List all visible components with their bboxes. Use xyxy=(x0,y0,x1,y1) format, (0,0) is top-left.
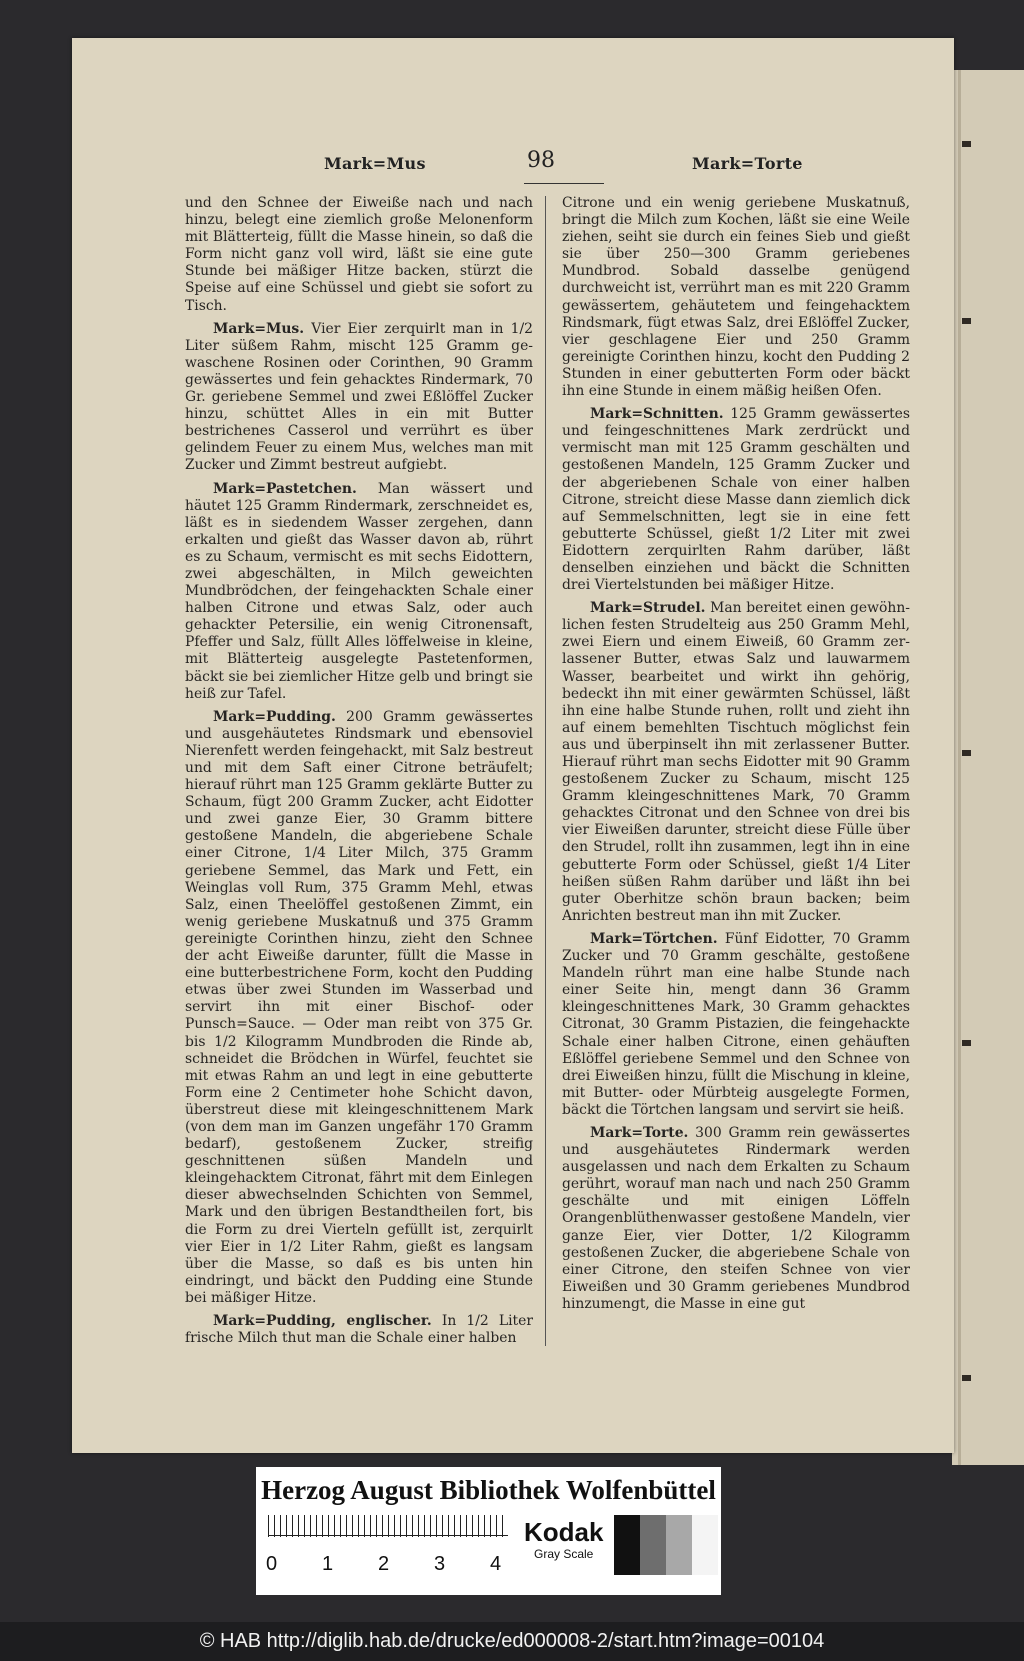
gray-swatch xyxy=(666,1515,692,1575)
entry-text: 200 Gramm gewässertes und ausgehäutetes Rindsmark und ebensoviel Nierenfett werden feingehackt, mit Salz bestreut und mit dem Saft einer Citrone beträufelt; hierauf rührt man 125 Gramm geklärte Butter zu Schaum, fügt 200 Gramm Zucker, acht Eidotter und zwei ganze Eier, 30 Gramm bittere gestoßene Mandeln, die abgeriebene Schale einer Citrone, 1/4 Liter Milch, 375 Gramm geriebene Semmel, das Mark und Fett, ein Weinglas voll Rum, 375 Gramm Mehl, etwas Salz, einen Theelöffel gestoßenen Zimmt, ein wenig geriebene Muskatnuß und 375 Gramm gereinigte Corinthen hinzu, zieht den Schnee der acht Eiweiße darunter, füllt die Masse in eine butterbestrichene Form, kocht den Pudding etwas über zwei Stunden im Wasserbad und servirt ihn mit einer Bischof- oder Punsch=Sauce. — Oder man reibt von 375 Gr. bis 1/2 Kilogramm Mundbroden die Rinde ab, schneidet die Brödchen in Würfel, feuchtet sie mit etwas Rahm an und legt in eine gebutterte Form eine 2 Centimeter hohe Schicht davon, überstreut diese mit kleingeschnittenem Mark (von dem man im Ganzen ungefähr 170 Gramm bedarf), gestoßenem Zucker, streifig geschnittenen süßen Mandeln und kleingehacktem Citronat, fährt mit dem Einlegen dieser abwechselnden Schichten von Semmel, Mark und den übrigen Bestandtheilen fort, bis die Form zu drei Vierteln gefüllt ist, zerquirlt vier Eier in 1/2 Liter Rahm, gießt es langsam über die Masse, so daß es bis unten hin eindringt, und bäckt den Pudding eine Stunde bei mäßiger Hitze. xyxy=(185,708,533,1306)
paragraph xyxy=(185,481,533,703)
entry-keyword: Mark=Strudel. xyxy=(590,600,706,617)
entry-text: Fünf Eidotter, 70 Gramm Zucker und 70 Gramm geschälte, gestoßene Mandeln rührt man eine halbe Stunde nach einer Seite hin, mengt dann 36 Gramm kleingeschnittenes Mark, 30 Gramm gehacktes Citronat, 30 Gramm Pistazien, die feingehackte Schale einer halben Citrone, einen gehäuften Eßlöffel geriebene Semmel und den Schnee von drei Eiweißen hinzu, füllt die Mischung in kleine, mit Butter- oder Mürbteig ausgelegte Formen, bäckt die Törtchen langsam und servirt sie heiß. xyxy=(562,930,910,1118)
paragraph xyxy=(185,1313,533,1347)
page-edge-tick xyxy=(962,1040,971,1046)
page-number: 98 xyxy=(527,148,555,173)
paragraph xyxy=(562,600,910,925)
paragraph xyxy=(185,709,533,1307)
library-name: Herzog August Bibliothek Wolfenbüttel xyxy=(261,1475,716,1505)
paragraph xyxy=(185,321,533,475)
page-edge-tick xyxy=(962,318,971,324)
gray-swatch xyxy=(614,1515,640,1575)
page-edge-tick xyxy=(962,1375,971,1381)
gray-swatch xyxy=(640,1515,666,1575)
page-edge-tick xyxy=(962,141,971,147)
entry-keyword: Mark=Torte. xyxy=(590,1124,689,1141)
paragraph xyxy=(185,195,533,315)
header-rule xyxy=(524,183,604,184)
entry-text: Vier Eier zerquirlt man in 1/2 Liter süßem Rahm, mischt 125 Gramm gewaschene Rosinen oder Corinthen, 90 Gramm gewässertes und fein gehacktes Rindermark, 70 Gr. geriebene Semmel und zwei Eßlöffel Zucker hinzu, schüttet Alles in ein mit Butter bestrichenes Casserol und verrührt es über gelindem Feuer zu einem Mus, welches man mit Zucker und Zimmt bestreut aufgiebt. xyxy=(185,320,533,474)
gray-swatch xyxy=(692,1515,718,1575)
kodak-logo: Kodak xyxy=(524,1517,604,1547)
ruler-number: 2 xyxy=(378,1553,390,1575)
footer-bar xyxy=(0,1622,1024,1661)
running-header xyxy=(72,148,954,178)
source-url: © HAB http://diglib.hab.de/drucke/ed000008-2/start.htm?image=00104 xyxy=(199,1630,825,1652)
ruler-number: 1 xyxy=(322,1553,334,1575)
entry-text: Citrone und ein wenig geriebene Muskatnuß, bringt die Milch zum Kochen, läßt sie eine Weile ziehen, seiht sie durch ein feines Sieb und gießt sie über 250—300 Gramm geriebenes Mundbrod. Sobald dasselbe genügend durchweicht ist, verrührt man es mit 220 Gramm gewässertem, gehäutetem und feingehacktem Rindsmark, fügt etwas Salz, drei Eßlöffel Zucker, vier geschlagene Eier und 250 Gramm gereinigte Corinthen hinzu, kocht den Pudding 2 Stunden in einer gebutterten Form oder bäckt ihn eine Stunde in einem mäßig heißen Ofen. xyxy=(562,195,910,400)
left-text-column xyxy=(185,195,533,1350)
entry-keyword: Mark=Schnitten. xyxy=(590,406,724,423)
page-edge-line xyxy=(958,70,961,1465)
paragraph xyxy=(562,195,910,400)
entry-text: 300 Gramm rein gewässertes und ausgehäutetes Rindermark werden ausgelassen und nach dem Erkalten zu Schaum gerührt, worauf man nach und nach 250 Gramm geschälte und mit einigen Löffeln Orangenblüthenwasser gestoßene Mandeln, vier ganze Eier, vier Dotter, 1/2 Kilogramm gestoßenen Zucker, die abgeriebene Schale von einer Citrone, den steifen Schnee von vier Eiweißen und 30 Gramm geriebenes Mundbrod hinzumengt, die Masse in eine gut xyxy=(562,1124,910,1312)
ruler-ticks xyxy=(268,1515,508,1550)
entry-text: 125 Gramm gewässertes und feingeschnittenes Mark zerdrückt und vermischt man mit 125 Gramm geschälten und gestoßenen Mandeln, 125 Gramm Zucker und der abgeriebenen Schale von einer halben Citrone, streicht diese Masse dann ziemlich dick auf Semmelschnitten, legt sie in eine fett gebutterte Schüssel, gießt 1/2 Liter mit zwei Eidottern zerquirlten Rahm darüber, läßt denselben einziehen und bäckt die Schnitten drei Viertelstunden bei mäßiger Hitze. xyxy=(562,406,910,594)
page-edge-tick xyxy=(962,750,971,756)
ruler-number: 3 xyxy=(434,1553,446,1575)
entry-keyword: Mark=Pastetchen. xyxy=(213,480,357,497)
entry-text: und den Schnee der Eiweiße nach und nach hinzu, belegt eine ziemlich große Melonenform mit Blätterteig, füllt die Masse hinein, so daß die Form nicht ganz voll wird, läßt sie eine gute Stunde bei mäßiger Hitze backen, stürzt die Speise auf eine Schüssel und giebt sie sofort zu Tisch. xyxy=(185,195,533,314)
entry-text: In 1/2 Liter frische Milch thut man die Schale einer halben xyxy=(185,1313,533,1347)
paragraph xyxy=(562,1125,910,1313)
ruler-number: 4 xyxy=(490,1553,502,1575)
ruler-baseline xyxy=(268,1535,508,1536)
gray-scale-label: Gray Scale xyxy=(534,1547,594,1561)
entry-text: Man bereitet einen gewöhnlichen festen Strudelteig aus 250 Gramm Mehl, zwei Eiern und einem Eiweiß, 60 Gramm zerlassener Butter, etwas Salz und lauwarmem Wasser, bearbeitet und wirkt ihn gehörig, bedeckt ihn mit einer gewärmten Schüssel, läßt ihn eine halbe Stunde ruhen, rollt und zieht ihn auf einem bemehlten Tischtuch möglichst fein aus und überpinselt ihn mit zerlassener Butter. Hierauf rührt man sechs Eidotter mit 90 Gramm gestoßenem Zucker zu Schaum, mischt 125 Gramm kleingeschnittenes Mark, 70 Gramm gehacktes Citronat und den Schnee von drei bis vier Eiweißen darunter, streicht diese Fülle über den Strudel, rollt ihn zusammen, legt ihn in eine gebutterte Form oder Schüssel, gießt 1/4 Liter heißen süßen Rahm darüber und läßt ihn bei guter Oberhitze schön braun backen; beim Anrichten bestreut man ihn mit Zucker. xyxy=(562,600,910,924)
next-page-edge xyxy=(952,70,1024,1465)
entry-text: Man wässert und häutet 125 Gramm Rindermark, zerschneidet es, läßt es in siedendem Wasser zergehen, dann erkalten und gießt das Wasser davon ab, rührt es zu Schaum, vermischt es mit sechs Eidottern, zwei abgeschälten, in Milch geweichten Mundbrödchen, der feingehackten Schale einer halben Citrone und etwas Salz, oder auch gehackter Petersilie, ein wenig Citronensaft, Pfeffer und Salz, füllt Alles löffelweise in kleine, mit Blätterteig ausgelegte Pastetenformen, bäckt sie bei ziemlicher Hitze gelb und bringt sie heiß zur Tafel. xyxy=(185,480,533,702)
entry-keyword: Mark=Törtchen. xyxy=(590,930,718,947)
column-divider xyxy=(545,196,546,1346)
entry-keyword: Mark=Mus. xyxy=(213,320,305,337)
entry-keyword: Mark=Pudding. xyxy=(213,708,336,725)
header-right-keyword: Mark=Torte xyxy=(692,154,803,173)
ruler-number: 0 xyxy=(266,1553,278,1575)
header-left-keyword: Mark=Mus xyxy=(324,154,426,173)
book-page xyxy=(72,38,954,1453)
paragraph xyxy=(562,406,910,594)
right-text-column xyxy=(562,195,910,1350)
entry-keyword: Mark=Pudding, englischer. xyxy=(213,1313,432,1329)
paragraph xyxy=(562,931,910,1119)
color-calibration-strip xyxy=(256,1467,721,1595)
